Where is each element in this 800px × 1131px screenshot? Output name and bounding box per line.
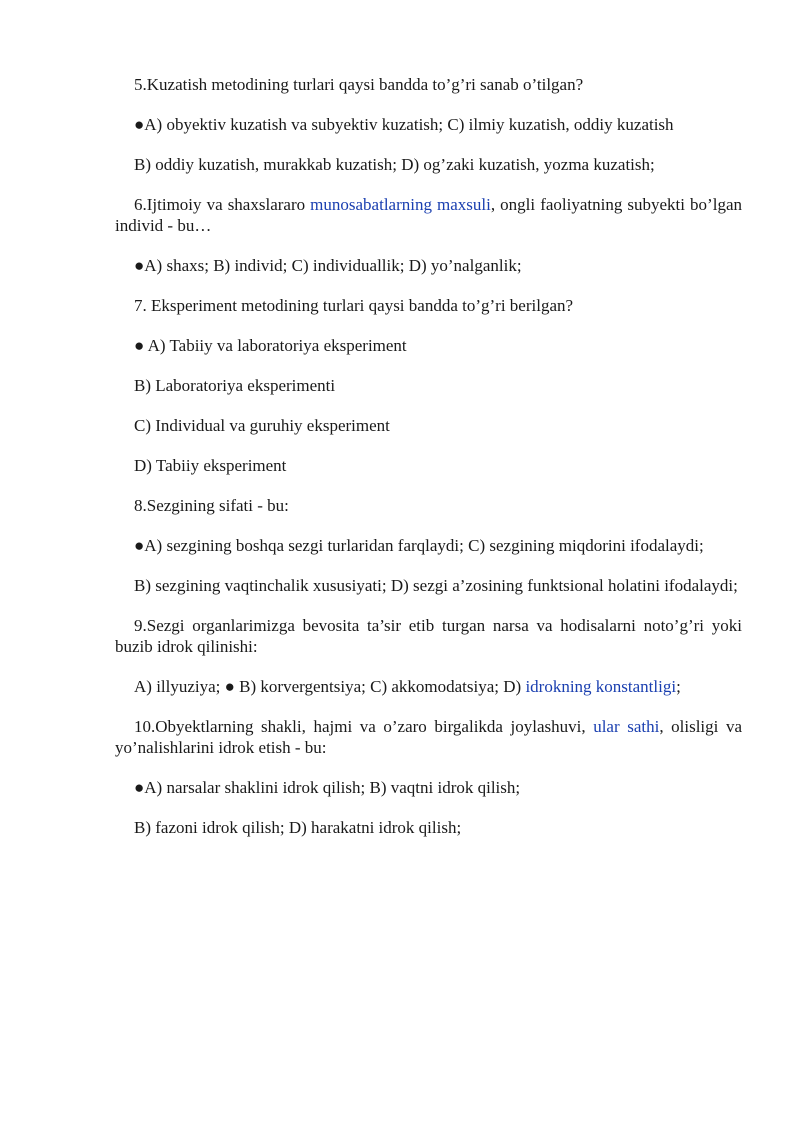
- paragraph: [115, 716, 742, 758]
- paragraph: [115, 817, 742, 838]
- text-run: 7. Eksperiment metodining turlari qaysi bandda to’g’ri berilgan?: [134, 296, 574, 315]
- text-run: ● A) Tabiiy va laboratoriya eksperiment: [134, 336, 407, 355]
- paragraph: [115, 154, 742, 175]
- text-run: 9.Sezgi organlarimizga bevosita ta’sir etib turgan narsa va hodisalarni noto’g’ri yoki buzib idrok qilinishi:: [115, 616, 742, 656]
- paragraph: [115, 415, 742, 436]
- text-run: B) sezgining vaqtinchalik xususiyati; D) sezgi a’zosining funktsional holatini ifodalaydi;: [134, 576, 738, 595]
- text-run: D) Tabiiy eksperiment: [134, 456, 287, 475]
- paragraph: [115, 295, 742, 316]
- text-run: B) Laboratoriya eksperimenti: [134, 376, 336, 395]
- text-run: B) oddiy kuzatish, murakkab kuzatish; D) og’zaki kuzatish, yozma kuzatish;: [134, 155, 655, 174]
- text-run: 8.Sezgining sifati - bu:: [134, 496, 289, 515]
- text-run: , olisligi va yo’nalishlarini idrok etish - bu:: [115, 717, 743, 757]
- paragraph: [115, 777, 742, 798]
- hyperlink[interactable]: ular sathi: [593, 717, 660, 736]
- paragraph: [115, 114, 742, 135]
- text-run: C) Individual va guruhiy eksperiment: [134, 416, 390, 435]
- hyperlink[interactable]: idrokning konstantligi: [525, 677, 677, 696]
- text-run: ●A) sezgining boshqa sezgi turlaridan farqlaydi; C) sezgining miqdorini ifodalaydi;: [134, 536, 704, 555]
- paragraph: [115, 575, 742, 596]
- paragraph: [115, 615, 742, 657]
- text-run: 10.Obyektlarning shakli, hajmi va o’zaro birgalikda joylashuvi,: [134, 717, 594, 736]
- text-run: ;: [676, 677, 681, 696]
- paragraph: [115, 495, 742, 516]
- text-run: ●A) shaxs; B) individ; C) individuallik; D) yo’nalganlik;: [134, 256, 522, 275]
- text-run: 6.Ijtimoiy va shaxslararo: [134, 195, 311, 214]
- text-run: B) fazoni idrok qilish; D) harakatni idrok qilish;: [134, 818, 462, 837]
- paragraph: [115, 255, 742, 276]
- document-page: [115, 74, 742, 857]
- text-run: 5.Kuzatish metodining turlari qaysi bandda to’g’ri sanab o’tilgan?: [134, 75, 584, 94]
- text-run: ●A) obyektiv kuzatish va subyektiv kuzatish; C) ilmiy kuzatish, oddiy kuzatish: [134, 115, 674, 134]
- paragraph: [115, 335, 742, 356]
- paragraph: [115, 194, 742, 236]
- paragraph: [115, 375, 742, 396]
- text-run: , ongli faoliyatning subyekti bo’lgan individ - bu…: [115, 195, 742, 235]
- paragraph: [115, 535, 742, 556]
- paragraph: [115, 676, 742, 697]
- text-run: A) illyuziya; ● B) korvergentsiya; C) akkomodatsiya; D): [134, 677, 526, 696]
- hyperlink[interactable]: munosabatlarning maxsuli: [310, 195, 491, 214]
- paragraph: [115, 455, 742, 476]
- text-run: ●A) narsalar shaklini idrok qilish; B) vaqtni idrok qilish;: [134, 778, 521, 797]
- paragraph: [115, 74, 742, 95]
